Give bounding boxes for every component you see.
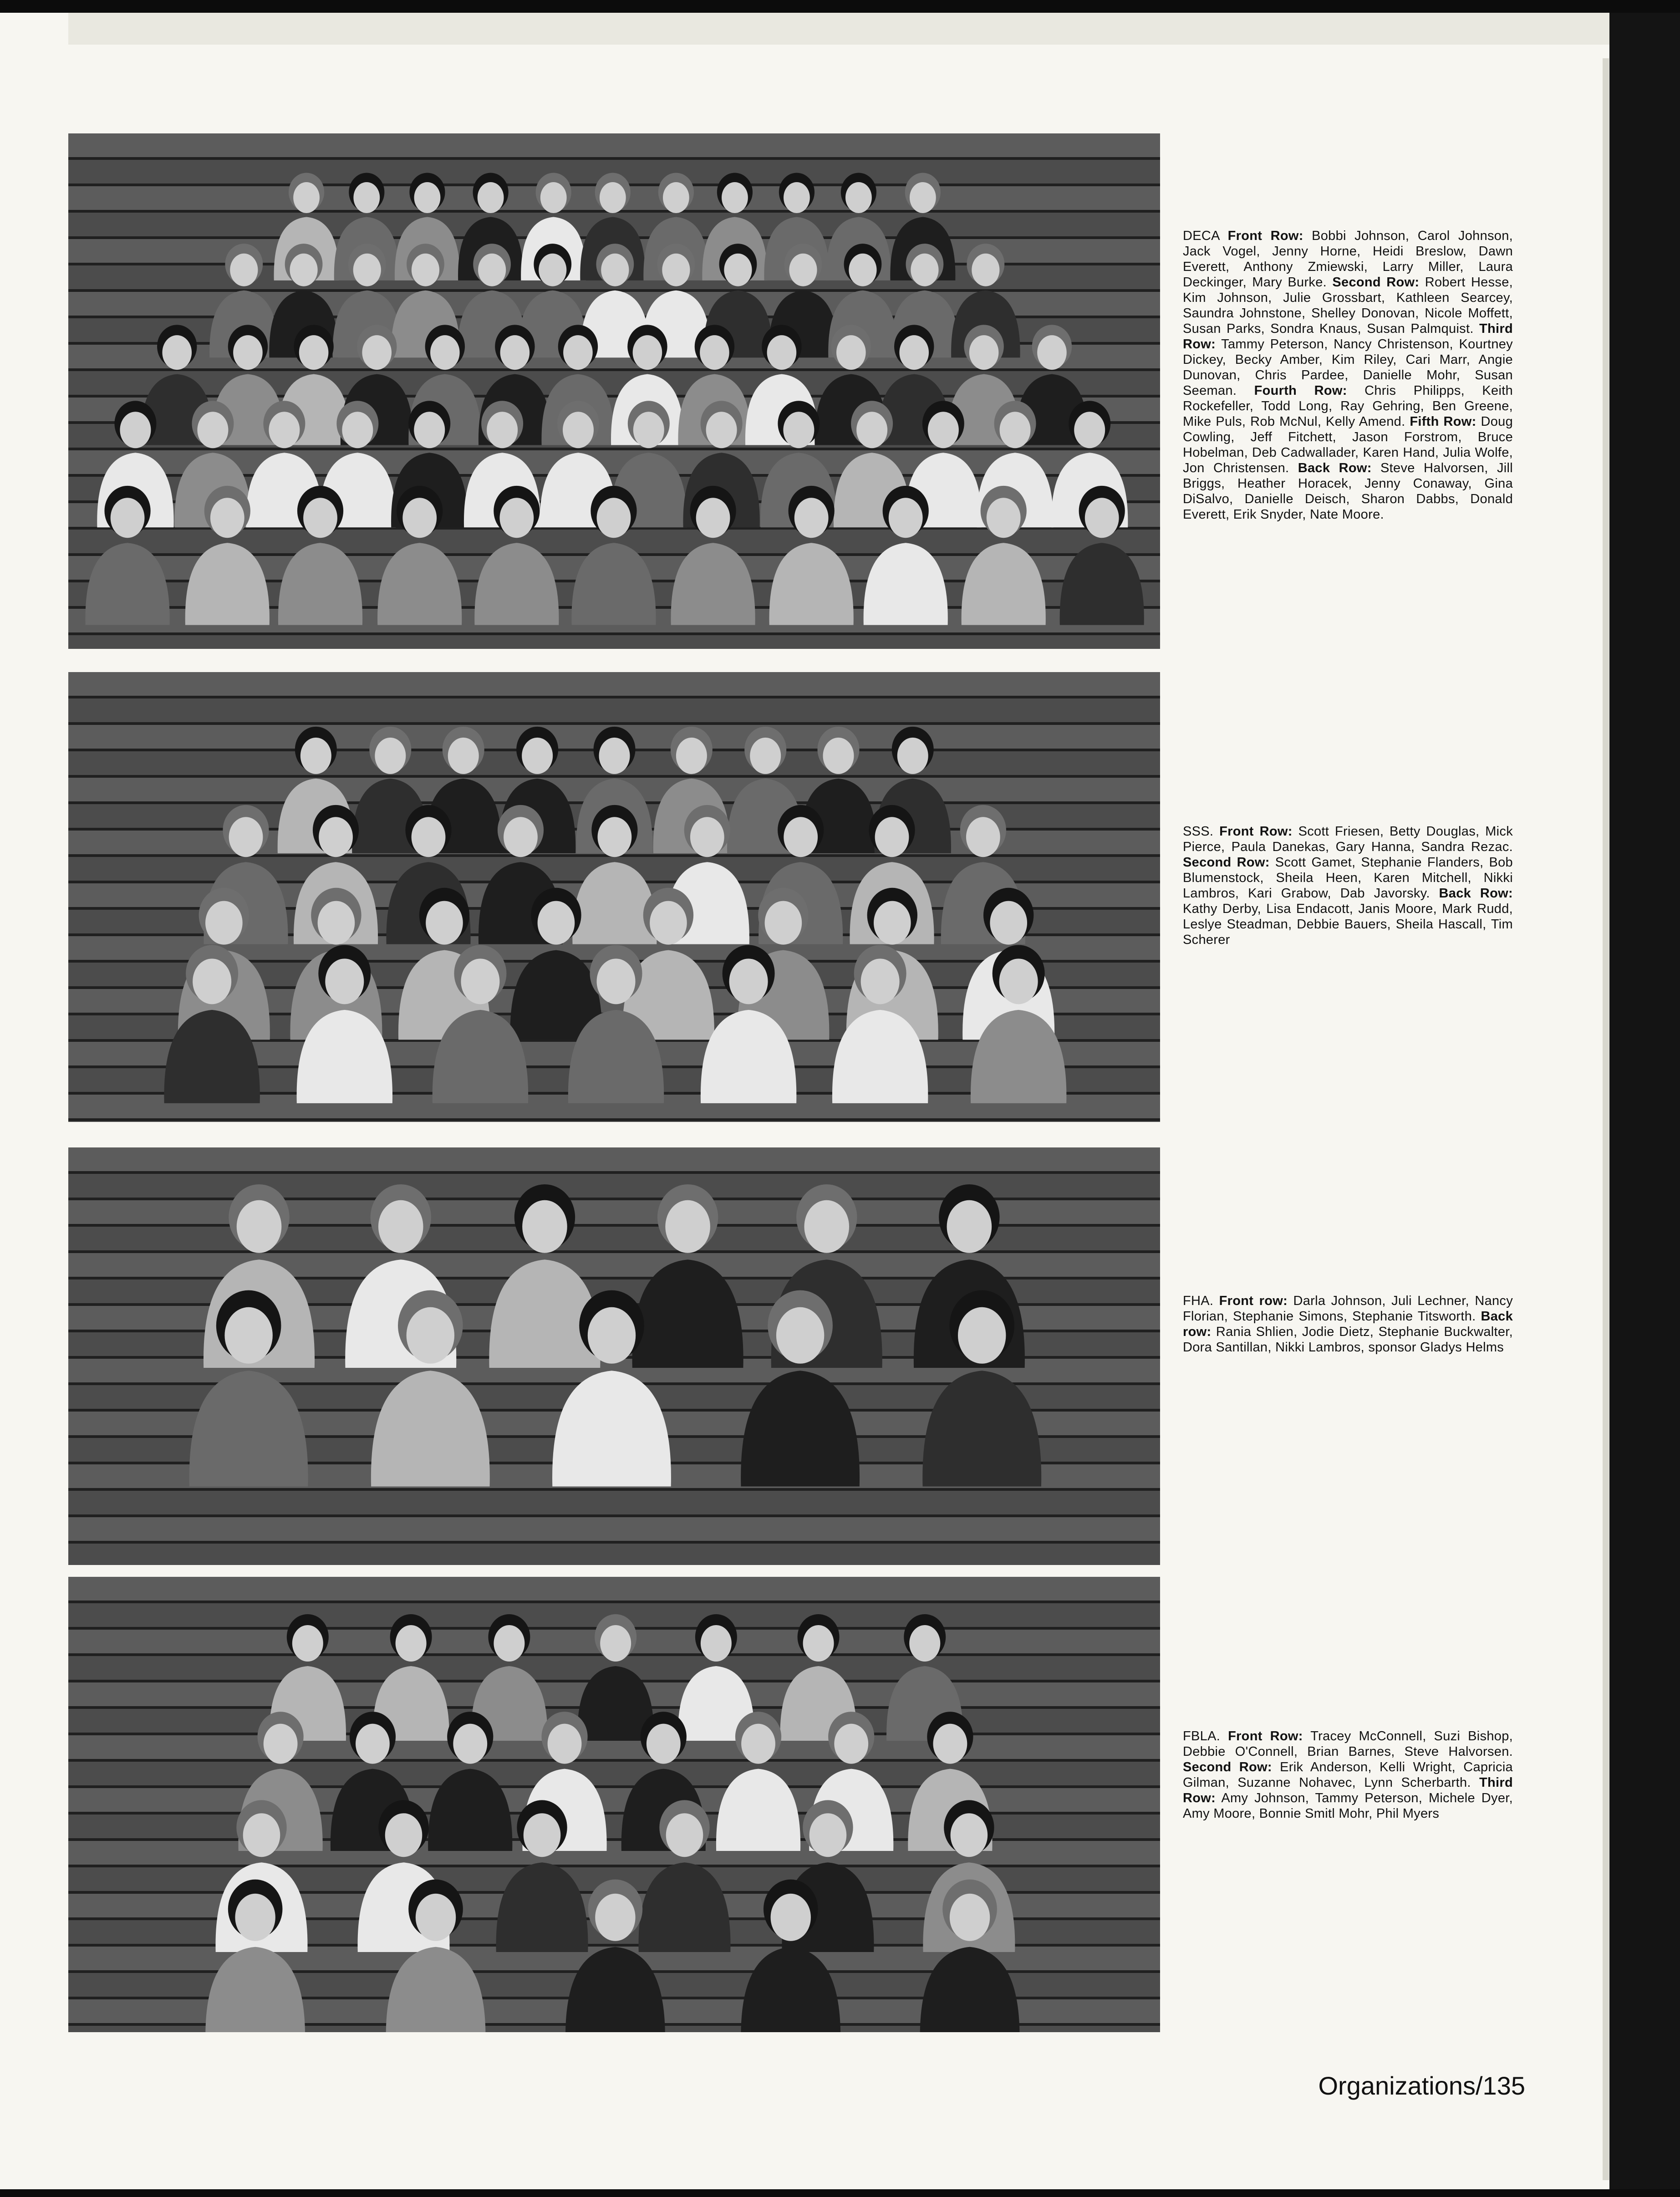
person-face [706,412,737,448]
person-face [224,1307,272,1364]
deca-group-name: DECA [1183,229,1220,243]
bleacher-step [68,1517,1160,1541]
person-face [487,412,518,448]
bleacher-shadow [68,775,1160,778]
fbla-caption [1183,1728,1513,1821]
person-face [783,412,814,448]
bleacher-shadow [68,722,1160,725]
person-face [600,1625,631,1662]
bleacher-shadow [68,1865,1160,1867]
bleacher-step [68,1121,1160,1122]
fha-caption [1183,1293,1513,1355]
page-folio: Organizations/135 [1318,2071,1525,2100]
person-face [874,901,911,945]
person-face [597,498,631,538]
person-face [804,1200,849,1253]
person-face [823,738,854,774]
person-face [1074,412,1105,448]
person-face [794,498,829,538]
person-face [836,335,866,370]
person-face [724,254,752,286]
person-face [269,412,300,448]
sss-front-label: Front Row: [1219,824,1293,839]
person-face [342,412,373,448]
person-face [647,1724,681,1764]
person-face [243,1813,280,1857]
person-face [662,254,690,286]
scan-right-edge [1609,13,1680,2189]
deca-back-label: Back Row: [1298,461,1372,475]
person-face [362,335,392,370]
person-face [947,1200,992,1253]
person-face [784,182,810,213]
bleacher-shadow [68,632,1160,635]
person-face [909,1625,940,1662]
person-face [990,901,1027,945]
person-face [665,1200,710,1253]
person-face [899,335,929,370]
person-face [500,335,530,370]
person-face [845,182,872,213]
person-face [499,498,534,538]
person-face [522,738,553,774]
person-face [563,412,594,448]
person-face [633,412,664,448]
person-face [595,1894,635,1941]
person-face [597,958,636,1004]
bleacher-shadow [68,1118,1160,1121]
person-face [767,335,797,370]
deca-second-names: Robert Hesse, Kim Johnson, Julie Grossbart, Kathleen Searcey, Saundra Johnstone, Shelley Donovan, Nicole Moffett, Susan Parks, Sondra Knaus, Susan Palmquist. [1183,275,1513,336]
scan-top-band [68,13,1609,45]
deca-third-names: Tammy Peterson, Nancy Christenson, Kourtney Dickey, Becky Amber, Kim Riley, Cari Marr, Angie Dunovan, Chris Pardee, Danielle Mohr, Susan Seeman. [1183,337,1513,398]
person-face [237,1200,282,1253]
person-face [600,182,626,213]
person-face [1000,412,1031,448]
person-face [776,1307,824,1364]
person-face [414,412,445,448]
bleacher-shadow [68,1759,1160,1762]
fbla-second-label: Second Row: [1183,1760,1272,1774]
bleacher-step [68,1147,1160,1171]
person-face [494,1625,524,1662]
person-face [416,1894,456,1941]
person-face [461,958,499,1004]
bleacher-step [68,672,1160,696]
bleacher-shadow [68,1171,1160,1174]
fha-group-photo [68,1147,1160,1565]
person-face [784,817,818,857]
bleacher-shadow [68,1785,1160,1788]
photo-artwork [68,1147,1160,1565]
person-face [356,1724,390,1764]
person-face [696,498,730,538]
deca-fourth-label: Fourth Row: [1254,383,1347,398]
person-face [676,738,707,774]
person-face [1085,498,1119,538]
fbla-group-photo [68,1577,1160,2032]
fbla-third-names: Amy Johnson, Tammy Peterson, Michele Dyer, Amy Moore, Bonnie Smitl Mohr, Phil Myers [1183,1791,1513,1821]
person-face [588,1307,636,1364]
person-face [414,182,441,213]
person-face [319,817,353,857]
person-face [375,738,406,774]
person-face [353,182,380,213]
bleacher-shadow [68,1601,1160,1603]
person-face [448,738,479,774]
person-face [969,335,999,370]
person-face [765,901,802,945]
bleacher-shadow [68,1198,1160,1200]
bleacher-shadow [68,1250,1160,1253]
person-face [299,335,329,370]
person-face [950,1894,990,1941]
person-face [803,1625,834,1662]
sss-second-label: Second Row: [1183,855,1270,870]
person-face [233,335,263,370]
person-face [430,335,460,370]
person-face [524,1813,561,1857]
person-face [972,254,999,286]
bleacher-step [68,1788,1160,1812]
yearbook-page [0,13,1609,2189]
person-face [385,1813,423,1857]
page-edge [1603,58,1609,2180]
fha-group-name: FHA. [1183,1294,1214,1308]
person-face [933,1724,967,1764]
photo-artwork [68,672,1160,1122]
photo-artwork [68,133,1160,649]
deca-fifth-names: Doug Cowling, Jeff Fitchett, Jason Forstrom, Bruce Hobelman, Deb Cadwallader, Karen Hand, Julia Wolfe, Jon Christensen. [1183,414,1513,475]
person-face [264,1724,298,1764]
person-face [722,182,748,213]
deca-caption [1183,228,1513,522]
person-face [193,958,231,1004]
person-face [412,817,446,857]
person-face [834,1724,868,1764]
bleacher-shadow [68,1488,1160,1491]
person-face [407,1307,454,1364]
person-face [300,738,331,774]
person-face [412,254,439,286]
person-face [598,817,632,857]
person-face [402,498,437,538]
photo-artwork [68,1577,1160,2032]
person-face [999,958,1038,1004]
bleacher-step [68,1577,1160,1601]
bleacher-step [68,1174,1160,1198]
bleacher-shadow [68,1514,1160,1517]
sss-back-label: Back Row: [1439,886,1513,901]
person-face [861,958,900,1004]
person-face [426,901,463,945]
person-face [229,817,263,857]
bleacher-step [68,1762,1160,1785]
person-face [120,412,151,448]
person-face [230,254,258,286]
person-face [771,1894,811,1941]
bleacher-step [68,698,1160,722]
person-face [966,817,1000,857]
person-face [599,738,630,774]
fbla-third-label: Third Row: [1183,1775,1513,1805]
person-face [910,182,936,213]
person-face [911,254,938,286]
bleacher-shadow [68,368,1160,371]
person-face [875,817,909,857]
fbla-second-names: Erik Anderson, Kelli Wright, Capricia Gilman, Suzanne Nohavec, Lynn Scherbarth. [1183,1760,1513,1790]
person-face [396,1625,427,1662]
bleacher-step [68,1815,1160,1838]
sss-group-name: SSS. [1183,824,1214,839]
bleacher-step [68,1544,1160,1565]
person-face [663,182,689,213]
person-face [729,958,768,1004]
bleacher-step [68,1841,1160,1865]
sss-second-names: Scott Gamet, Stephanie Flanders, Bob Blumenstock, Sheila Heen, Karen Mitchell, Nikki Lambros, Kari Grabow, Dab Javorsky. [1183,855,1513,901]
person-face [856,412,887,448]
person-face [325,958,364,1004]
fbla-front-label: Front Row: [1228,1729,1303,1743]
person-face [539,254,566,286]
deca-third-label: Third Row: [1183,321,1513,352]
fbla-front-names: Tracey McConnell, Suzi Bishop, Debbie O'Connell, Brian Barnes, Steve Halvorsen. [1183,1729,1513,1759]
person-face [378,1200,423,1253]
bleacher-shadow [68,157,1160,160]
person-face [548,1724,582,1764]
bleacher-shadow [68,1541,1160,1544]
deca-group-photo [68,133,1160,649]
sss-back-names: Kathy Derby, Lisa Endacott, Janis Moore, Mark Rudd, Leslye Steadman, Debbie Bauers, Sheila Hascall, Tim Scherer [1183,902,1513,947]
fha-front-names: Darla Johnson, Juli Lechner, Nancy Florian, Stephanie Simons, Stephanie Titsworth. [1183,1294,1513,1324]
fbla-group-name: FBLA. [1183,1729,1221,1743]
person-face [292,1625,323,1662]
bleacher-shadow [68,1812,1160,1815]
person-face [478,254,506,286]
person-face [650,901,687,945]
bleacher-shadow [68,448,1160,450]
person-face [522,1200,567,1253]
sss-caption [1183,824,1513,948]
person-face [290,254,317,286]
person-face [809,1813,847,1857]
person-face [701,1625,732,1662]
deca-fourth-names: Chris Philipps, Keith Rockefeller, Todd Long, Ray Gehring, Ben Greene, Mike Puls, Rob McNul, Kelly Amend. [1183,383,1513,429]
person-face [111,498,145,538]
deca-front-names: Bobbi Johnson, Carol Johnson, Jack Vogel, Jenny Horne, Heidi Breslow, Dawn Everett, Anthony Zmiewski, Larry Miller, Laura Deckinger, Mary Burke. [1183,229,1513,290]
person-face [538,901,575,945]
person-face [504,817,538,857]
person-face [951,1813,988,1857]
person-face [958,1307,1006,1364]
person-face [563,335,593,370]
person-face [453,1724,487,1764]
person-face [162,335,192,370]
person-face [205,901,243,945]
person-face [601,254,629,286]
person-face [478,182,504,213]
person-face [633,335,662,370]
person-face [540,182,567,213]
person-face [987,498,1021,538]
person-face [889,498,923,538]
bleacher-shadow [68,696,1160,698]
person-face [210,498,244,538]
person-face [741,1724,775,1764]
person-face [666,1813,703,1857]
person-face [1037,335,1067,370]
sss-group-photo [68,672,1160,1122]
person-face [197,412,228,448]
person-face [750,738,781,774]
deca-second-label: Second Row: [1332,275,1420,290]
bleacher-step [68,635,1160,649]
person-face [849,254,876,286]
fha-front-label: Front row: [1219,1294,1288,1308]
person-face [235,1894,275,1941]
fha-back-label: Back row: [1183,1309,1513,1339]
person-face [897,738,928,774]
bleacher-shadow [68,1838,1160,1841]
person-face [690,817,724,857]
bleacher-step [68,133,1160,157]
person-face [700,335,729,370]
deca-front-label: Front Row: [1227,229,1303,243]
bleacher-step [68,1491,1160,1514]
sss-front-names: Scott Friesen, Betty Douglas, Mick Pierce, Paula Danekas, Gary Hanna, Sandra Rezac. [1183,824,1513,854]
deca-back-names: Steve Halvorsen, Jill Briggs, Heather Horacek, Jenny Conaway, Gina DiSalvo, Danielle Deisch, Sharon Dabbs, Donald Everett, Erik Snyder, Nate Moore. [1183,461,1513,522]
person-face [789,254,817,286]
deca-fifth-label: Fifth Row: [1410,414,1476,429]
person-face [303,498,337,538]
person-face [353,254,381,286]
person-face [928,412,959,448]
fha-back-names: Rania Shlien, Jodie Dietz, Stephanie Buckwalter, Dora Santillan, Nikki Lambros, sponsor Gladys Helms [1183,1325,1513,1355]
person-face [318,901,355,945]
person-face [293,182,320,213]
